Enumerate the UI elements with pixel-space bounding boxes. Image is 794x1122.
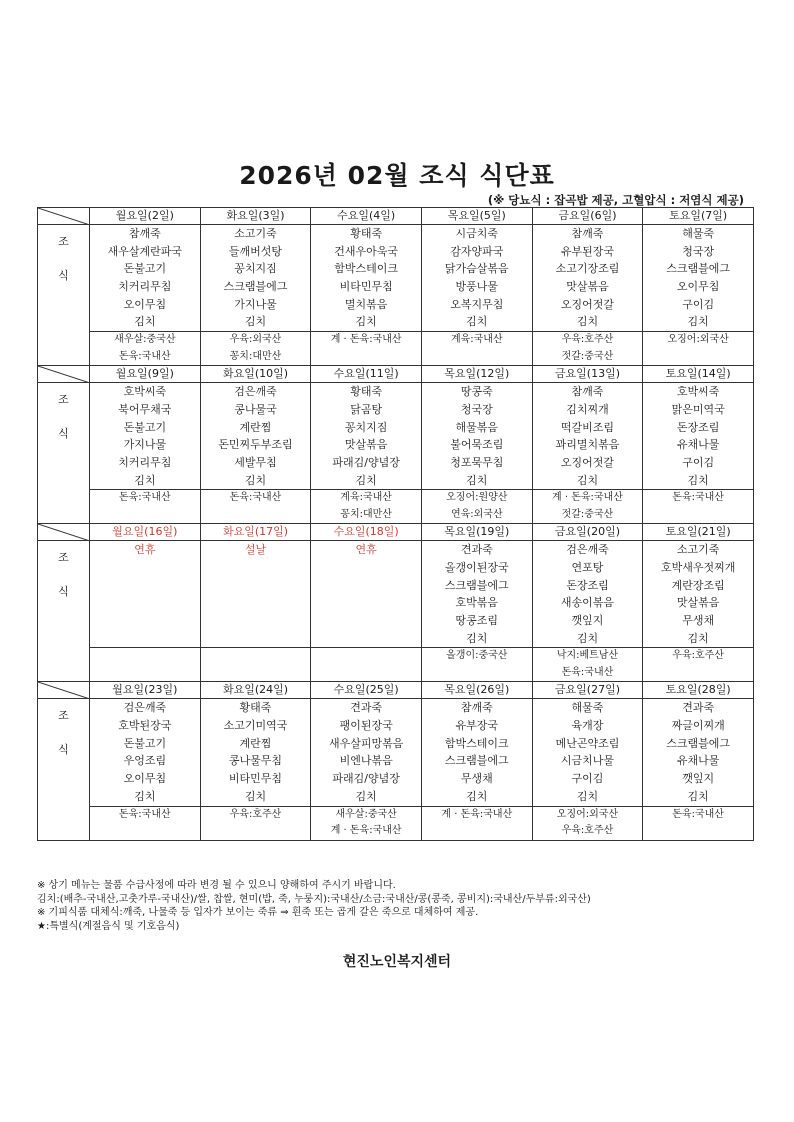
day-header: 화요일(10일) xyxy=(200,366,311,383)
menu-item: 무생채 xyxy=(682,614,715,627)
origin-line xyxy=(422,665,532,682)
origin-line xyxy=(643,507,753,524)
menu-item: 호박씨죽 xyxy=(676,385,720,399)
diagonal-line-icon xyxy=(38,366,90,383)
day-header: 화요일(17일) xyxy=(200,524,311,541)
origin-line: 돈육:국내산 xyxy=(118,492,171,504)
day-header: 화요일(24일) xyxy=(200,682,311,699)
day-header: 목요일(19일) xyxy=(421,524,532,541)
origin-cell xyxy=(643,806,754,840)
menu-item: 검은깨죽 xyxy=(566,543,609,557)
menu-item: 유부장국 xyxy=(455,719,499,733)
menu-item: 해물죽 xyxy=(571,701,604,715)
menu-cell xyxy=(421,541,532,648)
menu-item: 김치 xyxy=(466,789,488,803)
corner-cell xyxy=(38,682,90,699)
menu-item: 함박스테이크 xyxy=(334,262,399,276)
menu-item: 꽁치지짐 xyxy=(234,262,277,276)
menu-item: 시금치죽 xyxy=(455,227,499,240)
menu-cell xyxy=(532,699,643,806)
menu-item: 돈장조림 xyxy=(676,420,720,434)
menu-cell xyxy=(421,699,532,806)
menu-item: 돈장조림 xyxy=(566,578,609,592)
menu-item: 콩나물국 xyxy=(234,402,277,416)
day-header: 월요일(2일) xyxy=(90,208,201,225)
menu-item: 불어묵조림 xyxy=(450,438,504,452)
menu-item: 김치 xyxy=(244,789,267,803)
origin-cell xyxy=(643,490,754,524)
menu-item: 김치 xyxy=(355,789,377,803)
menu-item: 맛살볶음 xyxy=(566,280,609,294)
menu-item: 김치 xyxy=(355,473,377,487)
menu-item: 우엉조림 xyxy=(123,754,167,768)
menu-item: 검은깨죽 xyxy=(123,701,167,715)
origin-line xyxy=(90,648,200,665)
menu-item: 소고기죽 xyxy=(676,543,720,557)
menu-item: 김치 xyxy=(466,473,488,487)
menu-item: 팽이된장국 xyxy=(339,719,393,733)
week-header-row xyxy=(38,524,754,541)
origin-line xyxy=(311,349,421,366)
day-header: 금요일(20일) xyxy=(532,524,643,541)
origin-line: 우육:호주산 xyxy=(561,334,614,346)
origin-cell xyxy=(532,332,643,366)
meal-label-char: 조 xyxy=(58,551,69,565)
menu-item: 파래김/양념장 xyxy=(332,455,400,469)
origin-cell xyxy=(90,332,201,366)
menu-item: 올갱이된장국 xyxy=(444,560,509,574)
menu-item: 소고기장조림 xyxy=(555,262,620,276)
menu-item: 김치 xyxy=(687,315,709,329)
menu-item: 떡갈비조림 xyxy=(560,420,615,434)
menu-item: 김치 xyxy=(687,631,709,645)
menu-item: 돈민찌두부조림 xyxy=(218,438,293,452)
menu-item: 김치 xyxy=(576,473,599,487)
origin-cell xyxy=(532,490,643,524)
menu-item: 땅콩죽 xyxy=(460,385,493,399)
menu-item: 구이김 xyxy=(571,772,604,786)
menu-item: 메난곤약조림 xyxy=(555,736,620,750)
menu-item: 소고기죽 xyxy=(234,227,277,240)
menu-item: 검은깨죽 xyxy=(234,385,277,399)
day-header: 수요일(11일) xyxy=(311,366,422,383)
origin-line: 오징어:원양산 xyxy=(446,492,508,504)
menu-item: 구이김 xyxy=(682,297,715,311)
menu-item: 김치 xyxy=(466,631,488,645)
menu-item: 연포탕 xyxy=(571,560,604,574)
meal-label-char: 식 xyxy=(58,743,69,757)
menu-item: 소고기미역국 xyxy=(223,719,288,733)
menu-item: 황태죽 xyxy=(350,385,383,399)
diet-note: (※ 당뇨식 : 잡곡밥 제공, 고혈압식 : 저염식 제공) xyxy=(487,193,744,207)
holiday-cell: 연휴 xyxy=(90,541,201,648)
footer-notes xyxy=(37,879,591,933)
origin-cell xyxy=(200,806,311,840)
menu-cell xyxy=(532,383,643,490)
footer-line: ※ 상기 메뉴는 물품 수급사정에 따라 변경 될 수 있으니 양해하여 주시기 바랍니다. xyxy=(37,880,396,891)
menu-item: 계란찜 xyxy=(239,420,272,434)
menu-item: 돈불고기 xyxy=(123,262,167,276)
menu-item: 오이무침 xyxy=(123,772,167,786)
menu-cell xyxy=(532,541,643,648)
meal-label-char: 조 xyxy=(58,393,69,407)
meal-label-char: 식 xyxy=(58,585,69,599)
menu-item: 견과죽 xyxy=(350,701,383,715)
origin-line xyxy=(90,665,200,682)
menu-item: 가지나물 xyxy=(123,438,167,452)
origin-line: 올갱이:중국산 xyxy=(446,650,508,662)
menu-item: 깻잎지 xyxy=(682,772,715,786)
origin-cell xyxy=(421,490,532,524)
corner-cell xyxy=(38,366,90,383)
origin-line xyxy=(201,648,311,665)
menu-item: 계란장조림 xyxy=(671,578,725,592)
day-header: 금요일(13일) xyxy=(532,366,643,383)
menu-item: 치커리무침 xyxy=(118,280,172,294)
menu-item: 김치 xyxy=(576,631,599,645)
origin-line xyxy=(422,349,532,366)
origin-line: 돈육:국내산 xyxy=(561,666,614,678)
menu-item: 파래김/양념장 xyxy=(332,772,400,786)
week-origin-row xyxy=(38,332,754,366)
menu-item: 구이김 xyxy=(682,455,715,469)
page-title: 2026년 02월 조식 식단표 xyxy=(239,161,555,190)
origin-line: 계육:국내산 xyxy=(450,334,503,346)
menu-item: 깻잎지 xyxy=(571,614,604,627)
origin-line: 계 · 돈육:국내산 xyxy=(552,492,623,504)
menu-item: 땅콩조림 xyxy=(455,614,499,627)
day-header: 월요일(16일) xyxy=(90,524,201,541)
menu-item: 호박볶음 xyxy=(455,596,499,610)
origin-cell xyxy=(200,332,311,366)
origin-cell xyxy=(532,648,643,682)
menu-item: 해물죽 xyxy=(682,227,715,240)
footer-line: ★:특별식(계절음식 및 기호음식) xyxy=(37,920,180,932)
origin-cell xyxy=(421,332,532,366)
meal-label-char: 식 xyxy=(58,427,69,441)
origin-cell xyxy=(200,648,311,682)
menu-cell xyxy=(311,383,422,490)
menu-item: 육개장 xyxy=(571,719,604,733)
origin-line: 계 · 돈육:국내산 xyxy=(330,825,402,836)
menu-item: 맛살볶음 xyxy=(676,596,720,610)
origin-line: 우육:호주산 xyxy=(672,650,724,662)
origin-line: 돈육:국내산 xyxy=(118,350,171,362)
menu-item: 호박된장국 xyxy=(118,719,172,733)
menu-cell xyxy=(643,225,754,332)
menu-item: 청포묵무침 xyxy=(450,455,504,469)
origin-line: 돈육:국내산 xyxy=(672,492,724,504)
menu-item: 꽈리멸치볶음 xyxy=(555,438,620,452)
origin-line xyxy=(643,665,753,682)
week-header-row xyxy=(38,682,754,699)
menu-item: 북어무채국 xyxy=(118,402,172,416)
menu-item: 김치 xyxy=(244,473,267,487)
day-header: 목요일(12일) xyxy=(421,366,532,383)
meal-label-char: 조 xyxy=(58,235,69,248)
menu-item: 돈불고기 xyxy=(123,736,167,750)
day-header: 토요일(7일) xyxy=(643,208,754,225)
origin-line: 오징어:외국산 xyxy=(667,334,729,346)
menu-item: 참깨죽 xyxy=(571,385,604,399)
diagonal-line-icon xyxy=(38,682,90,699)
menu-item: 스크램블에그 xyxy=(444,754,509,768)
menu-item: 김치 xyxy=(687,789,709,803)
origin-line: 돈육:국내산 xyxy=(229,492,282,504)
menu-item: 유부된장국 xyxy=(560,244,615,258)
origin-line xyxy=(643,823,753,840)
menu-item: 오복지무침 xyxy=(450,297,504,311)
origin-line xyxy=(90,823,200,840)
menu-item: 세발무침 xyxy=(234,455,277,469)
meal-label xyxy=(38,225,90,366)
menu-cell xyxy=(311,225,422,332)
menu-item: 새송이볶음 xyxy=(560,596,615,610)
day-header: 월요일(9일) xyxy=(90,366,201,383)
menu-item: 오징어젓갈 xyxy=(560,455,615,469)
menu-item: 돈불고기 xyxy=(123,420,167,434)
menu-item: 황태죽 xyxy=(239,701,272,715)
menu-item: 짜글이찌개 xyxy=(671,719,725,733)
menu-item: 가지나물 xyxy=(234,297,277,311)
holiday-cell: 설날 xyxy=(200,541,311,648)
menu-item: 건새우아욱국 xyxy=(334,244,399,258)
origin-cell xyxy=(200,490,311,524)
day-header: 수요일(4일) xyxy=(311,208,422,225)
origin-line: 우육:호주산 xyxy=(561,825,614,836)
menu-item: 맑은미역국 xyxy=(671,402,725,416)
origin-cell xyxy=(90,648,201,682)
menu-cell xyxy=(200,225,311,332)
meal-label-char: 식 xyxy=(58,269,69,282)
holiday-cell: 연휴 xyxy=(311,541,422,648)
menu-item: 참깨죽 xyxy=(128,227,161,240)
origin-line: 계육:국내산 xyxy=(340,492,392,504)
origin-line: 낙지:베트남산 xyxy=(556,650,619,662)
menu-item: 김치 xyxy=(576,789,599,803)
day-header: 금요일(6일) xyxy=(532,208,643,225)
origin-line xyxy=(643,349,753,366)
menu-item: 김치 xyxy=(687,473,709,487)
day-header: 목요일(5일) xyxy=(421,208,532,225)
menu-item: 스크램블에그 xyxy=(223,280,288,294)
day-header: 수요일(18일) xyxy=(311,524,422,541)
meal-label xyxy=(38,699,90,840)
origin-line: 젓갈:중국산 xyxy=(561,350,614,362)
corner-cell xyxy=(38,208,90,225)
origin-cell xyxy=(311,648,422,682)
footer-line: ※ 기피식품 대체식:깨죽, 나물죽 등 입자가 보이는 죽류 ⇒ 흰죽 또는 곱게 갈은 죽으로 대체하여 제공. xyxy=(37,907,479,918)
menu-cell xyxy=(200,383,311,490)
origin-cell xyxy=(311,806,422,840)
origin-line xyxy=(422,823,532,840)
menu-item: 방풍나물 xyxy=(455,280,499,294)
menu-cell xyxy=(532,225,643,332)
menu-item: 닭가슴살볶음 xyxy=(444,262,509,276)
origin-cell xyxy=(421,648,532,682)
week-menu-row xyxy=(38,225,754,332)
menu-item: 유채나물 xyxy=(676,754,720,768)
menu-cell xyxy=(643,699,754,806)
menu-item: 치커리무침 xyxy=(118,455,172,469)
menu-item: 황태죽 xyxy=(350,227,383,240)
menu-item: 김치 xyxy=(134,315,156,329)
origin-line: 꽁치:대만산 xyxy=(340,508,392,520)
origin-line: 연육:외국산 xyxy=(450,508,503,520)
menu-item: 비타민무침 xyxy=(228,772,283,786)
origin-line: 젓갈:중국산 xyxy=(561,508,614,520)
menu-cell xyxy=(421,225,532,332)
menu-item: 유채나물 xyxy=(676,438,720,452)
menu-cell xyxy=(200,699,311,806)
diagonal-line-icon xyxy=(38,524,90,541)
menu-item: 오징어젓갈 xyxy=(560,297,615,311)
menu-item: 오이무침 xyxy=(676,280,720,294)
week-menu-row xyxy=(38,383,754,490)
menu-cell xyxy=(643,541,754,648)
week-origin-row xyxy=(38,806,754,840)
day-header: 화요일(3일) xyxy=(200,208,311,225)
menu-table xyxy=(37,207,754,841)
week-menu-row xyxy=(38,541,754,648)
menu-item: 시금치나물 xyxy=(560,754,615,768)
day-header: 금요일(27일) xyxy=(532,682,643,699)
origin-line: 꽁치:대만산 xyxy=(229,350,282,362)
menu-item: 맛살볶음 xyxy=(344,438,388,452)
origin-cell xyxy=(90,490,201,524)
menu-cell xyxy=(643,383,754,490)
menu-item: 김치 xyxy=(244,315,267,329)
menu-item: 계란찜 xyxy=(239,736,272,750)
origin-line: 오징어:외국산 xyxy=(556,808,619,820)
menu-item: 무생채 xyxy=(460,772,493,786)
day-header: 수요일(25일) xyxy=(311,682,422,699)
menu-cell xyxy=(311,699,422,806)
day-header: 토요일(28일) xyxy=(643,682,754,699)
day-header: 월요일(23일) xyxy=(90,682,201,699)
origin-cell xyxy=(643,648,754,682)
week-menu-row xyxy=(38,699,754,806)
meal-label-char: 조 xyxy=(58,709,69,723)
menu-item: 김치 xyxy=(466,315,488,329)
origin-line: 우육:외국산 xyxy=(229,334,282,346)
menu-item: 비타민무침 xyxy=(339,280,393,294)
menu-item: 콩나물무침 xyxy=(228,754,283,768)
origin-line: 새우살:중국산 xyxy=(114,334,176,346)
menu-item: 닭곰탕 xyxy=(350,402,383,416)
menu-item: 들깨버섯탕 xyxy=(228,244,283,258)
menu-cell xyxy=(90,699,201,806)
menu-item: 새우살피망볶음 xyxy=(328,736,404,750)
menu-item: 견과죽 xyxy=(682,701,715,715)
menu-item: 호박씨죽 xyxy=(123,385,167,399)
menu-item: 호박새우젓찌개 xyxy=(660,560,736,574)
origin-line xyxy=(311,665,421,682)
origin-line xyxy=(201,665,311,682)
menu-cell xyxy=(90,225,201,332)
menu-item: 참깨죽 xyxy=(571,227,604,240)
origin-cell xyxy=(532,806,643,840)
menu-item: 김치찌개 xyxy=(566,402,609,416)
origin-cell xyxy=(90,806,201,840)
menu-item: 비엔나볶음 xyxy=(339,754,393,768)
origin-line: 돈육:국내산 xyxy=(118,808,171,820)
origin-line xyxy=(201,507,311,524)
menu-cell xyxy=(90,383,201,490)
day-header: 목요일(26일) xyxy=(421,682,532,699)
corner-cell xyxy=(38,524,90,541)
diagonal-line-icon xyxy=(38,208,90,225)
origin-line: 우육:호주산 xyxy=(229,808,282,820)
menu-item: 김치 xyxy=(576,315,599,329)
meal-label xyxy=(38,541,90,682)
origin-cell xyxy=(421,806,532,840)
origin-cell xyxy=(311,490,422,524)
origin-line: 계 · 돈육:국내산 xyxy=(330,334,402,346)
origin-line: 돈육:국내산 xyxy=(672,808,724,820)
origin-cell xyxy=(311,332,422,366)
day-header: 토요일(14일) xyxy=(643,366,754,383)
menu-item: 청국장 xyxy=(682,244,715,258)
menu-item: 청국장 xyxy=(460,402,493,416)
menu-item: 김치 xyxy=(134,789,156,803)
menu-item: 멸치볶음 xyxy=(344,297,388,311)
week-header-row xyxy=(38,208,754,225)
menu-item: 스크램블에그 xyxy=(444,578,509,592)
week-origin-row xyxy=(38,490,754,524)
menu-cell xyxy=(421,383,532,490)
menu-item: 스크램블에그 xyxy=(666,262,731,276)
menu-item: 스크램블에그 xyxy=(666,736,731,750)
origin-line: 새우살:중국산 xyxy=(335,808,397,820)
menu-item: 견과죽 xyxy=(460,543,493,557)
center-name: 현진노인복지센터 xyxy=(342,954,452,970)
week-header-row xyxy=(38,366,754,383)
menu-item: 참깨죽 xyxy=(460,701,493,715)
week-origin-row xyxy=(38,648,754,682)
menu-item: 김치 xyxy=(134,473,156,487)
origin-line xyxy=(90,507,200,524)
meal-label xyxy=(38,383,90,524)
menu-item: 오이무침 xyxy=(123,297,167,311)
day-header: 토요일(21일) xyxy=(643,524,754,541)
menu-item: 김치 xyxy=(355,315,377,329)
menu-item: 감자양파국 xyxy=(450,244,504,258)
menu-item: 해물볶음 xyxy=(455,420,499,434)
menu-item: 함박스테이크 xyxy=(444,736,509,750)
origin-cell xyxy=(643,332,754,366)
origin-line xyxy=(201,823,311,840)
menu-item: 꽁치지짐 xyxy=(344,420,388,434)
footer-line: 김치:(배추-국내산,고춧가루-국내산)/쌀, 찹쌀, 현미(밥, 죽, 누룽지):국내산/소금:국내산/콩(콩죽, 콩비지):국내산/두부류:외국산) xyxy=(37,893,591,905)
menu-item: 새우살계란파국 xyxy=(107,244,183,258)
origin-line xyxy=(311,648,421,665)
origin-line: 계 · 돈육:국내산 xyxy=(441,808,513,820)
